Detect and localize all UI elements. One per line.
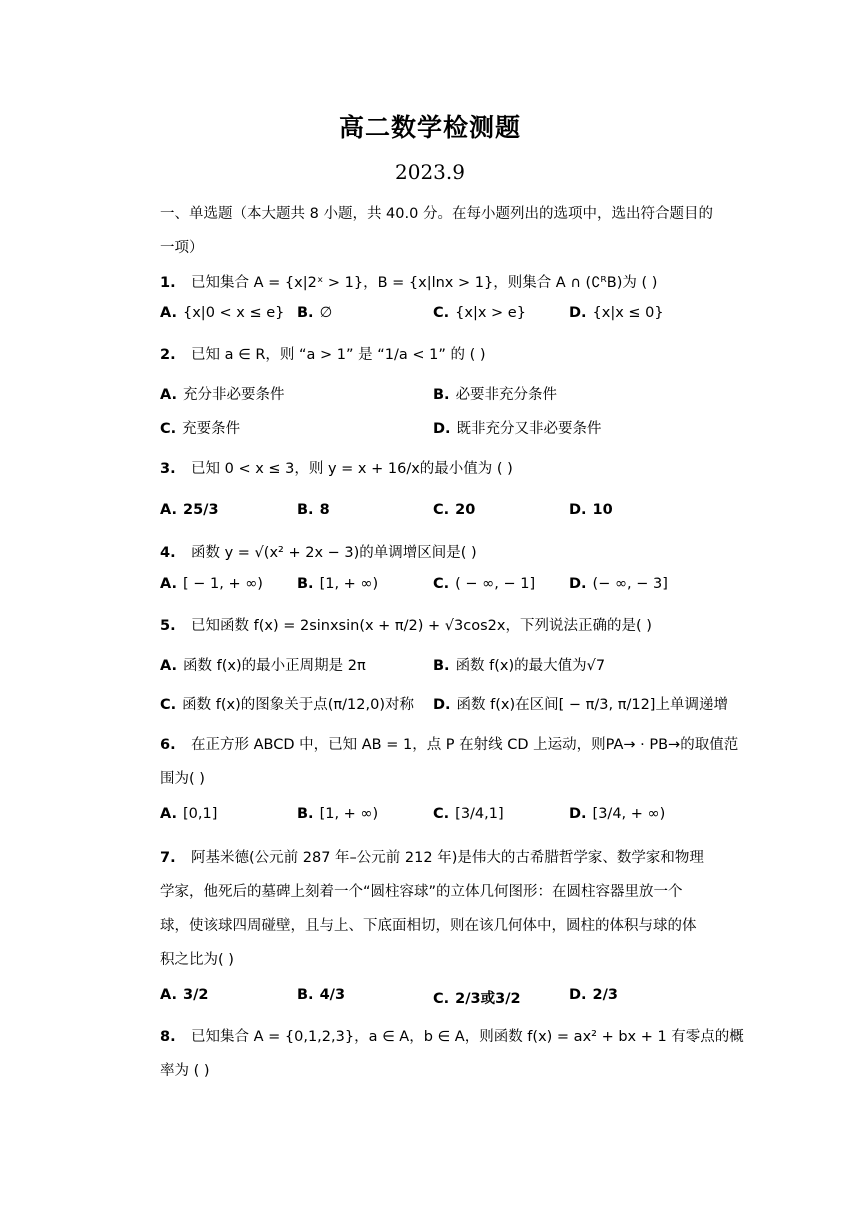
option-b: B. 必要非充分条件: [433, 387, 558, 403]
question-stem: 已知集合 A = {x|2ˣ > 1}，B = {x|lnx > 1}，则集合 A ∩ (∁ᴿB)为 ( ): [191, 275, 658, 291]
question-number: 7.: [160, 850, 176, 866]
question-7-continued-2: 球，使该球四周碰壁，且与上、下底面相切，则在该几何体中，圆柱的体积与球的体: [160, 918, 697, 934]
question-stem: 已知 a ∈ R，则 “a > 1” 是 “1/a < 1” 的 ( ): [191, 347, 486, 363]
question-number: 2.: [160, 347, 176, 363]
option-a: A. [0,1]: [160, 806, 218, 822]
option-c: C. 函数 f(x)的图象关于点(π/12,0)对称: [160, 697, 414, 713]
option-b: B. [1, + ∞): [297, 576, 379, 592]
question-stem: 函数 y = √(x² + 2x − 3)的单调增区间是( ): [191, 545, 477, 561]
option-c: C. 20: [433, 502, 476, 518]
question-stem: 在正方形 ABCD 中，已知 AB = 1，点 P 在射线 CD 上运动，则PA→ · PB→的取值范: [191, 737, 739, 753]
option-b: B. 函数 f(x)的最大值为√7: [433, 658, 606, 674]
question-7: [160, 846, 704, 867]
option-b: B. [1, + ∞): [297, 806, 379, 822]
question-8-continued: 率为 ( ): [160, 1063, 210, 1079]
question-number: 8.: [160, 1029, 176, 1045]
question-stem: 阿基米德(公元前 287 年–公元前 212 年)是伟大的古希腊哲学家、数学家和物理: [191, 850, 704, 866]
exam-date: 2023.9: [395, 160, 465, 184]
option-d: D. 2/3: [569, 987, 619, 1003]
question-5: [160, 614, 652, 635]
option-b: B. 4/3: [297, 987, 346, 1003]
option-a: A. 3/2: [160, 987, 209, 1003]
question-number: 4.: [160, 545, 176, 561]
option-c: C. [3/4,1]: [433, 806, 504, 822]
option-a: A. {x|0 < x ≤ e}: [160, 305, 285, 321]
option-b: B. 8: [297, 502, 330, 518]
option-a: A. 25/3: [160, 502, 219, 518]
section-heading-line-2: 一项）: [160, 240, 204, 256]
question-1: [160, 271, 657, 292]
option-b: B. ∅: [297, 305, 333, 321]
question-number: 5.: [160, 618, 176, 634]
question-6: [160, 733, 738, 754]
option-c: C. 充要条件: [160, 421, 241, 437]
section-heading-line-1: 一、单选题（本大题共 8 小题，共 40.0 分。在每小题列出的选项中，选出符合题目的: [160, 206, 713, 222]
question-stem: 已知函数 f(x) = 2sinxsin(x + π/2) + √3cos2x，下列说法正确的是( ): [191, 618, 652, 634]
option-d: D. 既非充分又非必要条件: [433, 421, 602, 437]
option-d: D. 函数 f(x)在区间[ − π/3, π/12]上单调递增: [433, 697, 728, 713]
question-6-continued: 围为( ): [160, 771, 205, 787]
option-d: D. {x|x ≤ 0}: [569, 305, 664, 321]
question-8: [160, 1025, 744, 1046]
option-a: A. 充分非必要条件: [160, 387, 285, 403]
question-stem: 已知集合 A = {0,1,2,3}，a ∈ A，b ∈ A，则函数 f(x) = ax² + bx + 1 有零点的概: [191, 1029, 744, 1045]
option-d: D. 10: [569, 502, 613, 518]
question-number: 6.: [160, 737, 176, 753]
option-c: C. 2/3或3/2: [433, 991, 521, 1007]
question-number: 1.: [160, 275, 176, 291]
question-stem: 已知 0 < x ≤ 3，则 y = x + 16/x的最小值为 ( ): [191, 461, 513, 477]
question-7-continued-1: 学家，他死后的墓碑上刻着一个“圆柱容球”的立体几何图形：在圆柱容器里放一个: [160, 884, 683, 900]
option-c: C. {x|x > e}: [433, 305, 526, 321]
question-7-continued-3: 积之比为( ): [160, 952, 234, 968]
page-title: 高二数学检测题: [338, 113, 521, 142]
option-d: D. (− ∞, − 3]: [569, 576, 668, 592]
question-3: [160, 457, 513, 478]
option-c: C. ( − ∞, − 1]: [433, 576, 536, 592]
option-a: A. [ − 1, + ∞): [160, 576, 263, 592]
question-4: [160, 541, 477, 562]
option-d: D. [3/4, + ∞): [569, 806, 666, 822]
option-a: A. 函数 f(x)的最小正周期是 2π: [160, 658, 366, 674]
question-2: [160, 343, 486, 364]
question-number: 3.: [160, 461, 176, 477]
